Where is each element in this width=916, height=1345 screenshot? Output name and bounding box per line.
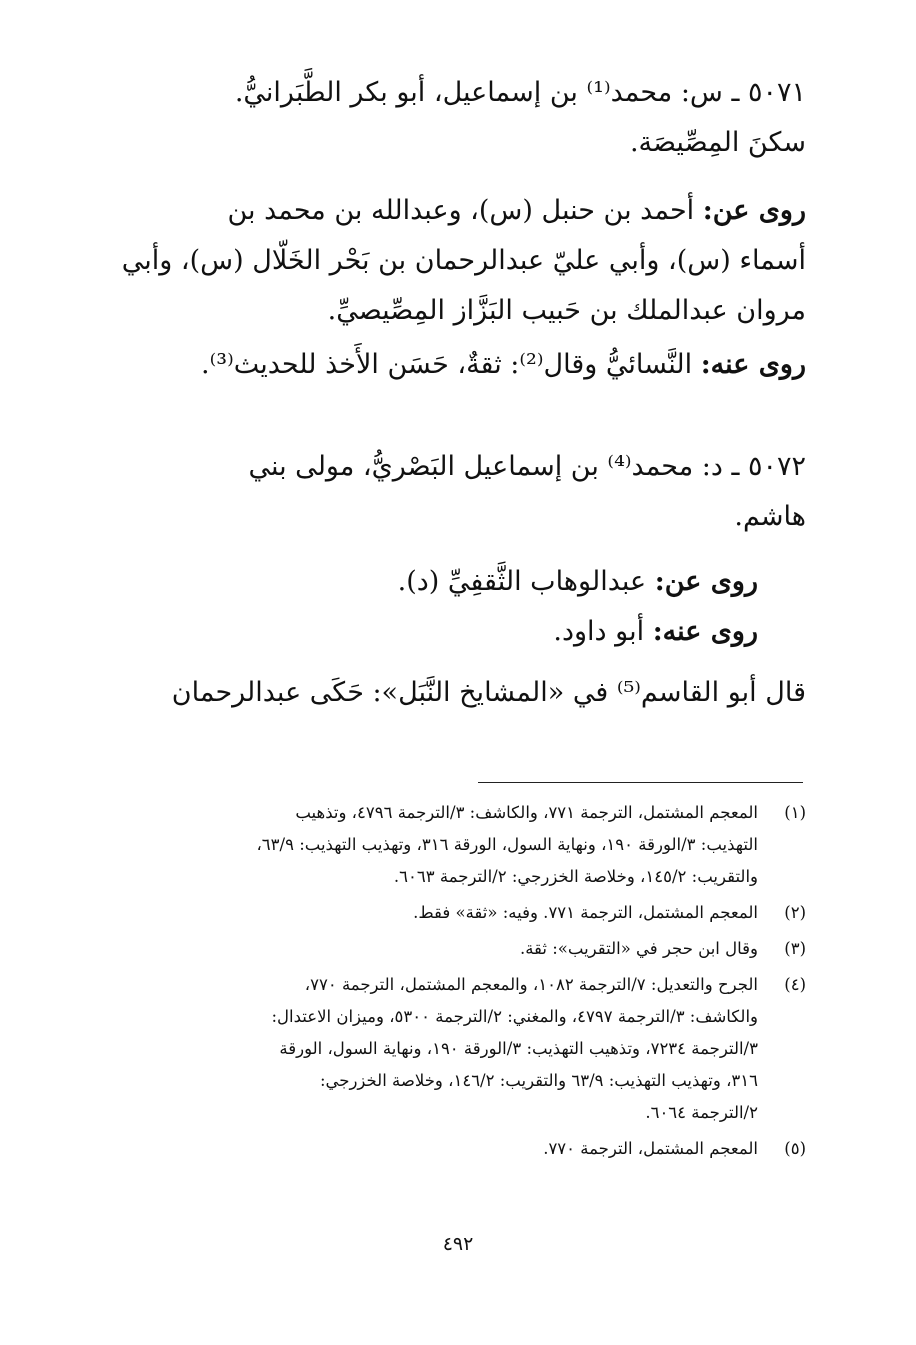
closing-line-text: قال أبو القاسم⁽⁵⁾ في «المشايخ النَّبَل»: حَكَى عبدالرحمان	[171, 677, 806, 708]
footnote-1	[106, 797, 806, 893]
footnote-line: المعجم المشتمل، الترجمة ٧٧١. وفيه: «ثقة» فقط.	[413, 903, 758, 922]
closing-line	[106, 668, 806, 718]
footnote-5	[106, 1133, 806, 1165]
rawa-an-label: روى عن:	[702, 195, 806, 226]
rawa-anhu-block	[106, 340, 806, 390]
rawa-an-text: أحمد بن حنبل (س)، وعبدالله بن محمد بن	[227, 195, 695, 226]
rawa-an-label: روى عن:	[654, 566, 758, 597]
entry-heading	[106, 68, 806, 168]
footnote-4	[106, 969, 806, 1129]
footnote-line: المعجم المشتمل، الترجمة ٧٧٠.	[543, 1139, 758, 1158]
footnote-number: (١)	[784, 803, 806, 822]
footnote-line: ٣/الترجمة ٧٢٣٤، وتذهيب التهذيب: ٣/الورقة ١٩٠، ونهاية السول، الورقة	[279, 1039, 758, 1058]
footnote-line: والتقريب: ١٤٥/٢، وخلاصة الخزرجي: ٢/الترجمة ٦٠٦٣.	[393, 867, 758, 886]
rawa-anhu-label: روى عنه:	[700, 349, 806, 380]
footnote-number: (٥)	[784, 1139, 806, 1158]
entry-heading	[106, 442, 806, 542]
heading-line: ٥٠٧١ ـ س: محمد⁽¹⁾ بن إسماعيل، أبو بكر الطَّبَرانيُّ.	[234, 77, 806, 108]
rawa-anhu-block	[106, 607, 806, 657]
heading-line: سكنَ المِصِّيصَة.	[629, 127, 806, 158]
footnote-number: (٢)	[784, 903, 806, 922]
page-number: ٤٩٢	[442, 1233, 474, 1255]
footnote-2	[106, 897, 806, 929]
footnote-line: التهذيب: ٣/الورقة ١٩٠، ونهاية السول، الورقة ٣١٦، وتهذيب التهذيب: ٦٣/٩،	[256, 835, 758, 854]
rawa-an-text: عبدالوهاب الثَّقفِيِّ (د).	[397, 566, 647, 597]
footnote-number: (٣)	[784, 939, 806, 958]
footnotes	[106, 797, 806, 1169]
rawa-an-text: مروان عبدالملك بن حَبيب البَزَّاز المِصِّيصيِّ.	[327, 295, 806, 326]
footnote-3	[106, 933, 806, 965]
rawa-anhu-text: أبو داود.	[553, 616, 645, 647]
footnote-number: (٤)	[784, 975, 806, 994]
footnote-line: والكاشف: ٣/الترجمة ٤٧٩٧، والمغني: ٢/الترجمة ٥٣٠٠، وميزان الاعتدال:	[271, 1007, 758, 1026]
footnote-line: وقال ابن حجر في «التقريب»: ثقة.	[519, 939, 758, 958]
rawa-an-text: أسماء (س)، وأبي عليّ عبدالرحمان بن بَحْر الخَلّال (س)، وأبي	[121, 245, 806, 276]
footnote-separator	[478, 782, 803, 783]
rawa-an-block	[106, 557, 806, 607]
rawa-anhu-text: النَّسائيُّ وقال⁽²⁾: ثقةٌ، حَسَن الأَخذ للحديث⁽³⁾.	[201, 349, 693, 380]
rawa-anhu-label: روى عنه:	[652, 616, 758, 647]
footnote-line: ٣١٦، وتهذيب التهذيب: ٦٣/٩ والتقريب: ١٤٦/٢، وخلاصة الخزرجي:	[319, 1071, 758, 1090]
heading-line: هاشم.	[734, 501, 806, 532]
rawa-an-block	[106, 186, 806, 336]
footnote-line: الجرح والتعديل: ٧/الترجمة ١٠٨٢، والمعجم المشتمل، الترجمة ٧٧٠،	[304, 975, 758, 994]
footnote-line: المعجم المشتمل، الترجمة ٧٧١، والكاشف: ٣/الترجمة ٤٧٩٦، وتذهيب	[295, 803, 758, 822]
footnote-line: ٢/الترجمة ٦٠٦٤.	[645, 1103, 758, 1122]
heading-line: ٥٠٧٢ ـ د: محمد⁽⁴⁾ بن إسماعيل البَصْريُّ، مولى بني	[248, 451, 806, 482]
